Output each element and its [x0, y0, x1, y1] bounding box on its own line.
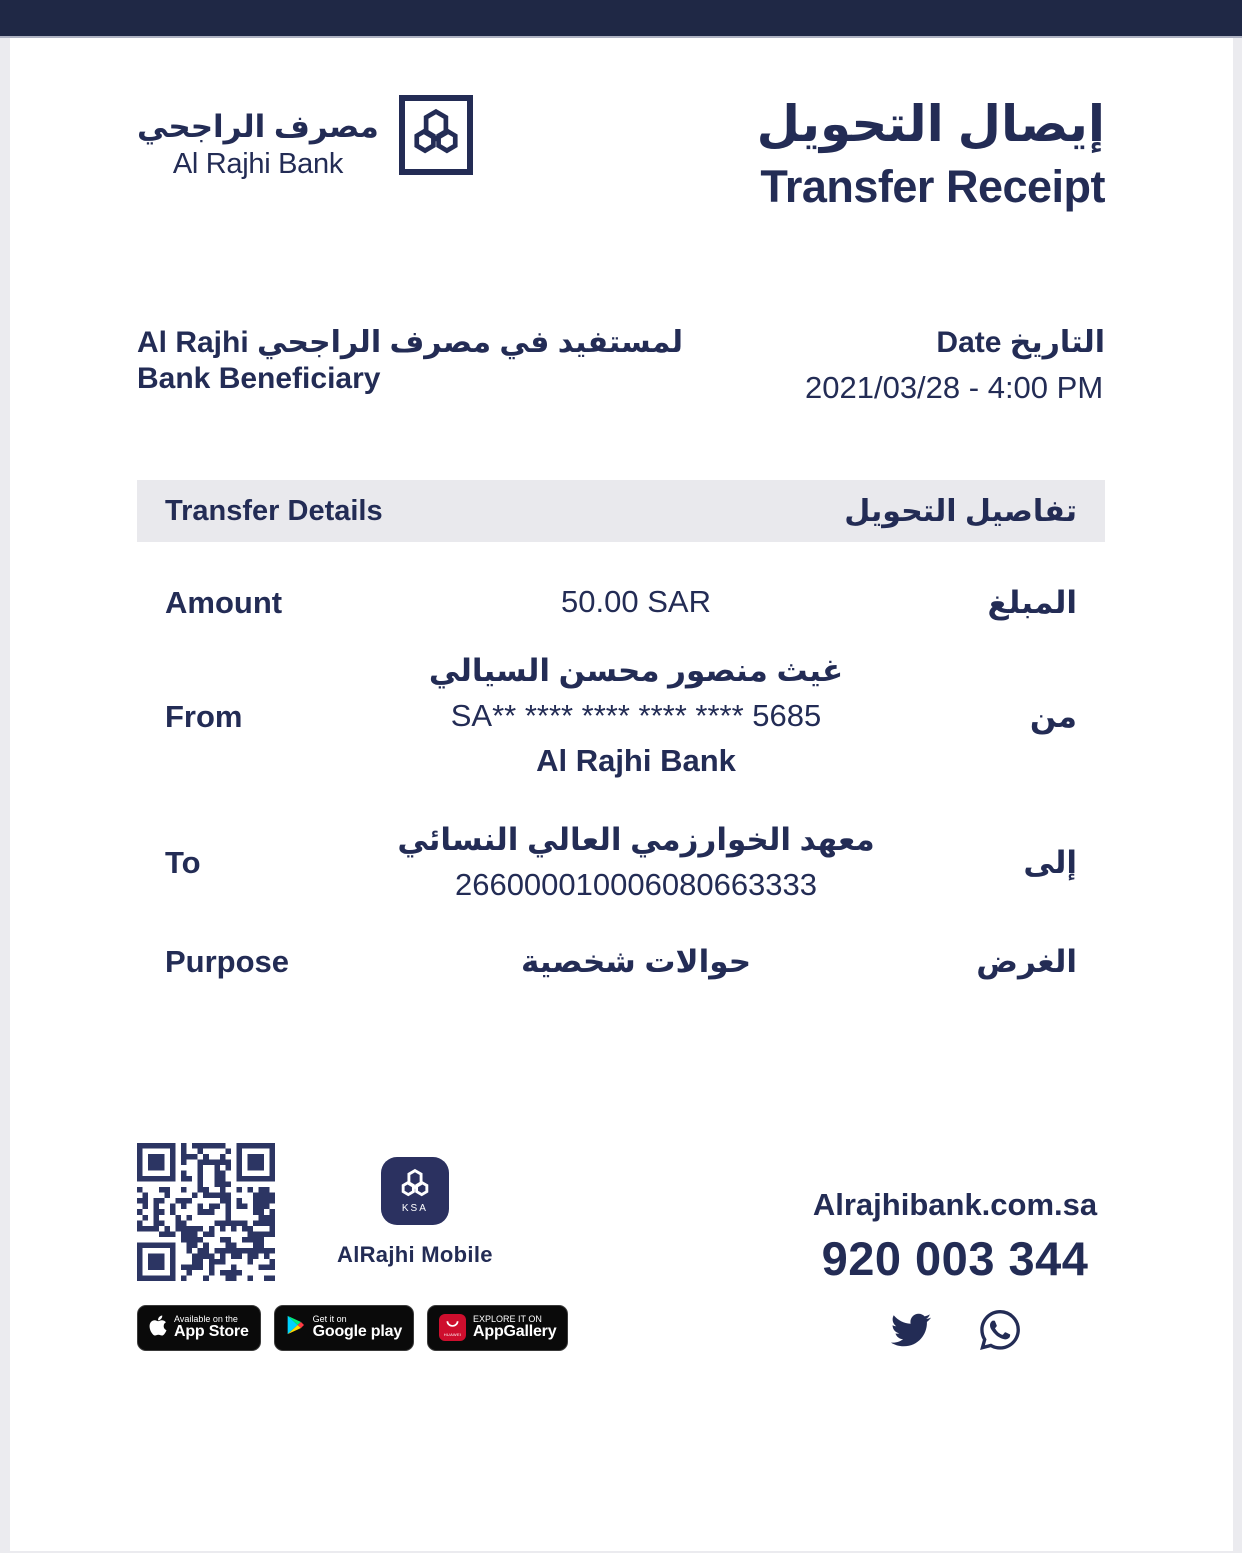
bank-website: Alrajhibank.com.sa [812, 1186, 1098, 1222]
footer-right [805, 1187, 1105, 1355]
app-name-label: AlRajhi Mobile [337, 1241, 493, 1267]
app-store-badge[interactable] [137, 1305, 261, 1351]
from-label-en: From [165, 698, 243, 734]
bank-logo [137, 95, 473, 181]
store-badges [137, 1305, 568, 1351]
amount-label-ar: المبلغ [987, 584, 1077, 620]
appgallery-badge-line2: AppGallery [473, 1323, 557, 1341]
top-status-bar [0, 0, 1242, 38]
sender-masked-iban: SA** **** **** **** **** 5685 [450, 698, 822, 734]
app-store-badge-line2: App Store [174, 1323, 249, 1341]
appgallery-badge-line1: EXPLORE IT ON [473, 1313, 542, 1324]
google-play-badge-line2: Google play [312, 1323, 403, 1341]
purpose-value: حوالات شخصية [520, 943, 752, 979]
date-block [805, 325, 1105, 408]
footer [137, 1143, 1105, 1355]
date-value: 2021/03/28 - 4:00 PM [805, 370, 1104, 405]
bank-name-english: Al Rajhi Bank [172, 148, 344, 180]
bank-name-arabic: مصرف الراجحي [137, 109, 379, 144]
details-header-arabic: تفاصيل التحويل [844, 494, 1077, 528]
bank-logo-text [137, 95, 379, 181]
header [137, 95, 1105, 213]
bank-phone-number: 920 003 344 [821, 1231, 1089, 1285]
date-label: التاريخ Date [936, 326, 1105, 359]
to-label-ar: إلى [1023, 844, 1077, 880]
row-to [137, 818, 1105, 908]
receipt-title-arabic: إيصال التحويل [756, 96, 1105, 152]
sender-bank: Al Rajhi Bank [536, 743, 736, 779]
twitter-icon[interactable] [890, 1310, 932, 1355]
meta-row [137, 325, 1105, 408]
alrajhi-app-icon [381, 1157, 449, 1225]
alrajhi-palm-icon [399, 95, 473, 175]
qr-code [137, 1143, 275, 1281]
row-purpose [137, 940, 1105, 985]
row-from [137, 649, 1105, 784]
appgallery-icon: HUAWEI [439, 1314, 466, 1341]
purpose-label-en: Purpose [165, 944, 290, 980]
footer-left [137, 1143, 568, 1355]
beneficiary-text: لمستفيد في مصرف الراجحي Al Rajhi Bank Beneficiary [137, 326, 684, 395]
row-amount [137, 580, 1105, 625]
receipt-page [10, 38, 1233, 1551]
receipt-title [757, 95, 1105, 213]
amount-label-en: Amount [165, 584, 283, 620]
app-block [337, 1157, 493, 1268]
recipient-account-number: 266000010006080663333 [454, 866, 818, 902]
purpose-label-ar: الغرض [976, 944, 1077, 980]
to-label-en: To [165, 844, 201, 880]
receipt-title-english: Transfer Receipt [760, 161, 1105, 212]
amount-value: 50.00 SAR [561, 584, 711, 620]
social-icons [805, 1310, 1105, 1355]
appgallery-badge[interactable] [427, 1305, 568, 1351]
whatsapp-icon[interactable] [980, 1310, 1020, 1355]
app-store-badge-line1: Available on the [174, 1313, 238, 1324]
transfer-details-header [137, 480, 1105, 542]
google-play-badge[interactable] [274, 1305, 414, 1351]
from-label-ar: من [1029, 698, 1077, 734]
sender-name: غيث منصور محسن السيالي [428, 653, 844, 689]
apple-icon [149, 1314, 167, 1342]
google-play-icon [286, 1314, 306, 1341]
app-icon-ksa-label: KSA [401, 1202, 428, 1214]
transfer-details-section [137, 480, 1105, 985]
details-header-english: Transfer Details [165, 494, 383, 527]
recipient-name: معهد الخوارزمي العالي النسائي [397, 822, 875, 858]
google-play-badge-line1: Get it on [312, 1313, 347, 1324]
